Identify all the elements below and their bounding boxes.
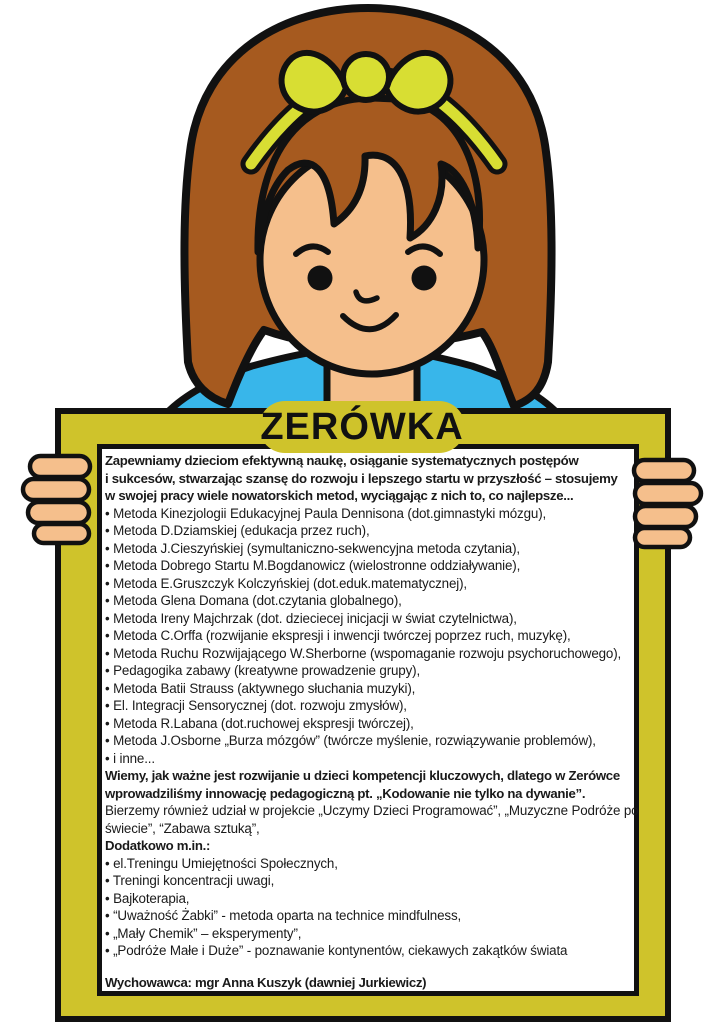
bow-icon: [282, 53, 451, 112]
right-hand-icon: [626, 456, 704, 556]
left-hand-icon: [20, 452, 98, 552]
text-line: • Bajkoterapia,: [105, 890, 635, 908]
text-line: • “Uważność Żabki” - metoda oparta na technice mindfulness,: [105, 907, 635, 925]
text-line: • el.Treningu Umiejętności Społecznych,: [105, 855, 635, 873]
face: [260, 146, 484, 374]
text-line: • Metoda Kinezjologii Edukacyjnej Paula Dennisona (dot.gimnastyki mózgu),: [105, 505, 635, 523]
text-line: • Metoda Ruchu Rozwijającego W.Sherborne (wspomaganie rozwoju psychoruchowego),: [105, 645, 635, 663]
text-line: • Metoda Ireny Majchrzak (dot. dzieciecej inicjacji w świat czytelnictwa),: [105, 610, 635, 628]
text-line: • Metoda R.Labana (dot.ruchowej ekspresji twórczej),: [105, 715, 635, 733]
key-competences-paragraph: [105, 767, 635, 802]
page-title: ZERÓWKA: [260, 405, 464, 448]
text-line: • i inne...: [105, 750, 635, 768]
text-line: • Metoda J.Osborne „Burza mózgów” (twórcze myślenie, rozwiązywanie problemów),: [105, 732, 635, 750]
extras-list: [105, 855, 635, 960]
text-line: świecie”, “Zabawa sztuką”,: [105, 820, 260, 836]
left-eye: [308, 266, 333, 291]
text-line: • Metoda Dobrego Startu M.Bogdanowicz (wielostronne oddziaływanie),: [105, 557, 635, 575]
text-line: • El. Integracji Sensorycznej (dot. rozwoju zmysłów),: [105, 697, 635, 715]
text-line: • Treningi koncentracji uwagi,: [105, 872, 635, 890]
right-eye: [412, 266, 437, 291]
teacher-line: Wychowawca: mgr Anna Kuszyk (dawniej Jurkiewicz): [105, 974, 427, 990]
text-line: • Metoda Batii Strauss (aktywnego słuchania muzyki),: [105, 680, 635, 698]
text-line: • Metoda E.Gruszczyk Kolczyńskiej (dot.eduk.matematycznej),: [105, 575, 635, 593]
projects-paragraph: [105, 802, 639, 837]
text-line: Zapewniamy dzieciom efektywną naukę, osiąganie systematycznych postępów: [105, 453, 579, 468]
text-line: Wiemy, jak ważne jest rozwijanie u dzieci kompetencji kluczowych, dlatego w Zerówce: [105, 768, 620, 783]
text-line: Bierzemy również udział w projekcie „Uczymy Dzieci Programować”, „Muzyczne Podróże po: [105, 803, 639, 818]
sign-content: [97, 444, 639, 996]
text-line: • Metoda D.Dziamskiej (edukacja przez ruch),: [105, 522, 635, 540]
text-line: • „Podróże Małe i Duże” - poznawanie kontynentów, ciekawych zakątków świata: [105, 942, 635, 960]
text-line: • Pedagogika zabawy (kreatywne prowadzenie grupy),: [105, 662, 635, 680]
methods-list: [105, 505, 635, 768]
text-line: • Metoda C.Orffa (rozwijanie ekspresji i inwencji twórczej poprzez ruch, muzykę),: [105, 627, 635, 645]
text-line: • Metoda Glena Domana (dot.czytania globalnego),: [105, 592, 635, 610]
text-line: • „Mały Chemik” – eksperymenty”,: [105, 925, 635, 943]
intro-paragraph: [105, 452, 635, 505]
text-line: • Metoda J.Cieszyńskiej (symultaniczno-sekwencyjna metoda czytania),: [105, 540, 635, 558]
girl-illustration: [0, 0, 724, 440]
text-line: wprowadziliśmy innowację pedagogiczną pt. „Kodowanie nie tylko na dywanie”.: [105, 785, 586, 801]
text-line: i sukcesów, stwarzając szansę do rozwoju i lepszego startu w przyszłość – stosujemy: [105, 470, 618, 486]
dodatkowo-heading: Dodatkowo m.in.:: [105, 838, 211, 853]
text-line: w swojej pracy wiele nowatorskich metod, wyciągając z nich to, co najlepsze...: [105, 488, 574, 503]
